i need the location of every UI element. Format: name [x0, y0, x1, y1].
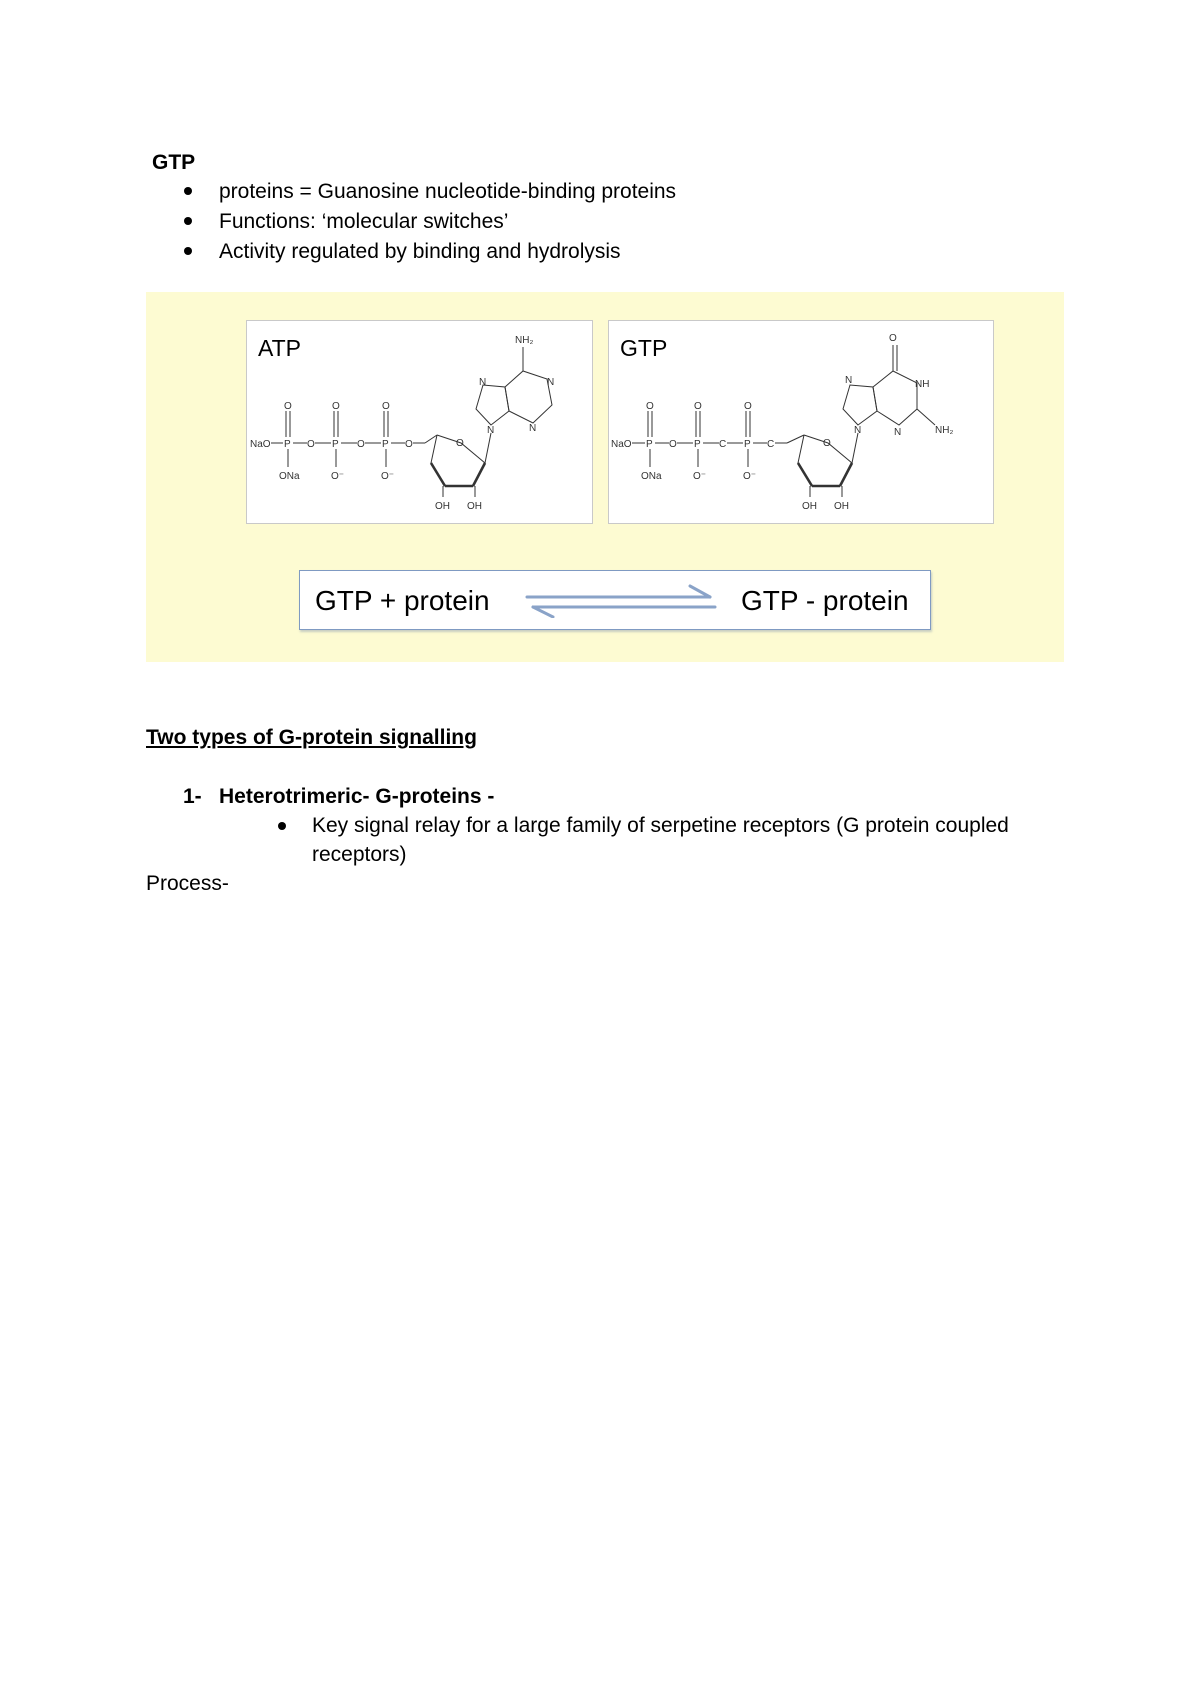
atom-label: N	[894, 427, 902, 438]
atom-label: O	[889, 333, 897, 344]
equation-left: GTP + protein	[315, 585, 490, 616]
atom-label: P	[694, 439, 701, 450]
equilibrium-arrows-icon	[525, 584, 720, 618]
gtp-structure-diagram	[609, 321, 993, 523]
atom-label: P	[284, 439, 291, 450]
atom-label: N	[845, 375, 853, 386]
atp-title: ATP	[258, 335, 302, 361]
atom-label: O	[332, 401, 340, 412]
sub-bullet-line: Key signal relay for a large family of serpetine receptors (G protein coupled	[312, 814, 1009, 837]
sub-bullet-line: receptors)	[312, 843, 407, 866]
atom-label: N	[479, 377, 487, 388]
atp-structure-panel	[246, 320, 593, 524]
atp-structure-diagram	[247, 321, 592, 523]
atom-label: O⁻	[743, 471, 757, 482]
atom-label: C	[719, 439, 727, 450]
atom-label: O	[405, 439, 413, 450]
atom-label: C	[767, 439, 775, 450]
atom-label: N	[529, 423, 537, 434]
atom-label: O	[669, 439, 677, 450]
atom-label: OH	[435, 501, 450, 512]
atom-label: O⁻	[693, 471, 707, 482]
heading: GTP	[152, 151, 196, 174]
atom-label: O	[357, 439, 365, 450]
atom-label: O	[307, 439, 315, 450]
atom-label: P	[646, 439, 653, 450]
atom-label: O	[284, 401, 292, 412]
equilibrium-equation-box	[299, 570, 931, 630]
process-label: Process-	[146, 872, 229, 895]
atom-label: O	[823, 438, 831, 449]
bullet-dot	[184, 217, 192, 225]
atom-label: NH	[915, 379, 930, 390]
list-number: 1-	[183, 785, 202, 808]
atom-label: NH₂	[935, 425, 954, 436]
atom-label: O	[694, 401, 702, 412]
gtp-title: GTP	[620, 335, 668, 361]
atom-label: O	[456, 438, 464, 449]
atom-label: N	[547, 377, 555, 388]
atom-label: NaO	[250, 439, 271, 450]
atom-label: OH	[802, 501, 817, 512]
list-item: Heterotrimeric- G-proteins -	[219, 785, 495, 808]
nucleotide-figure	[146, 292, 1064, 662]
atom-label: O	[382, 401, 390, 412]
bullet-item: Activity regulated by binding and hydrolysis	[219, 240, 621, 263]
atom-label: ONa	[641, 471, 662, 482]
atom-label: N	[487, 425, 495, 436]
atom-label: NH₂	[515, 335, 534, 346]
atom-label: P	[332, 439, 339, 450]
atom-label: O⁻	[331, 471, 345, 482]
bullet-dot	[184, 247, 192, 255]
atom-label: ONa	[279, 471, 300, 482]
atom-label: N	[854, 425, 862, 436]
atom-label: OH	[467, 501, 482, 512]
bullet-item: proteins = Guanosine nucleotide-binding proteins	[219, 180, 677, 203]
atom-label: P	[744, 439, 751, 450]
bullet-dot	[184, 187, 192, 195]
section-title: Two types of G-protein signalling	[146, 726, 477, 749]
atom-label: O	[646, 401, 654, 412]
bullet-item: Functions: ‘molecular switches’	[219, 210, 509, 233]
atom-label: O	[744, 401, 752, 412]
equation-right: GTP - protein	[741, 585, 909, 616]
atom-label: P	[382, 439, 389, 450]
gtp-structure-panel	[608, 320, 994, 524]
atom-label: O⁻	[381, 471, 395, 482]
atom-label: OH	[834, 501, 849, 512]
atom-label: NaO	[611, 439, 632, 450]
bullet-dot	[278, 822, 286, 830]
